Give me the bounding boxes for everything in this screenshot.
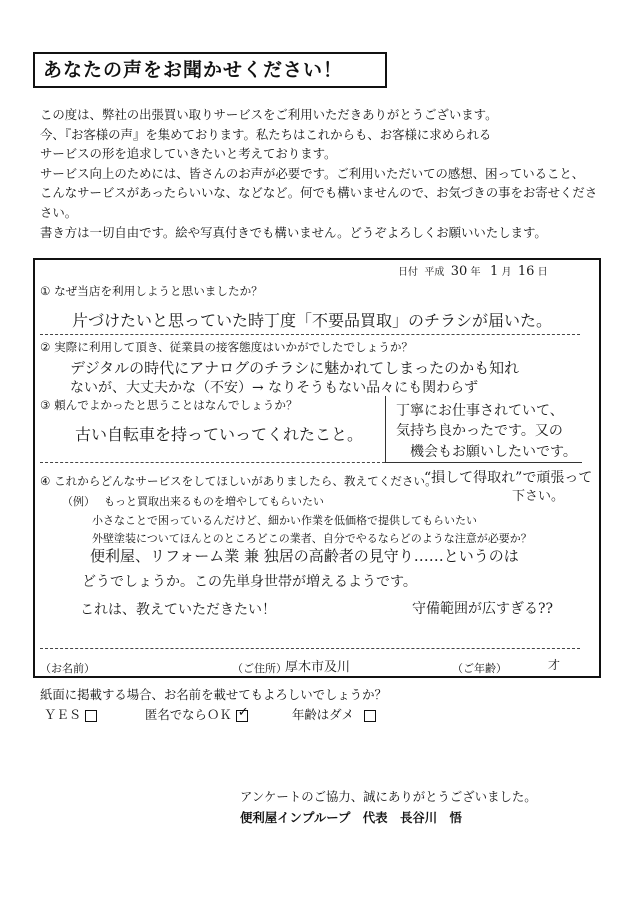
- date-month-unit: 月: [501, 267, 512, 278]
- name-label: （お名前）: [40, 662, 95, 675]
- example-1: もっと買取出来るものを増やしてもらいたい: [104, 495, 324, 508]
- intro-line: 今、『お客様の声』を集めております。私たちはこれからも、お客様に求められる: [40, 126, 492, 142]
- publish-question: 紙面に掲載する場合、お名前を載せてもよろしいでしょうか？: [40, 687, 387, 702]
- intro-line: この度は、弊社の出張買い取りサービスをご利用いただきありがとうございます。: [40, 107, 498, 122]
- intro-line: こんなサービスがあったらいいな、などなど。何でも構いませんので、お気づきの事をお寄せくださ: [40, 185, 598, 201]
- intro-line: サービスの形を追求していきたいと考えております。: [40, 146, 337, 162]
- checkbox-checked[interactable]: [236, 704, 249, 722]
- divider: [40, 462, 385, 463]
- question-1: ① なぜ当店を利用しようと思いましたか？: [40, 284, 263, 298]
- side-comment-q4: “損して得取れ”で頑張って: [424, 470, 593, 486]
- age-value: 才: [548, 658, 561, 672]
- divider: [40, 334, 580, 335]
- option-label: 年齢はダメ: [292, 707, 354, 722]
- intro-line: サービス向上のためには、皆さんのお声が必要です。ご利用いただいての感想、困っていること、: [40, 165, 585, 181]
- question-2: ② 実際に利用して頂き、従業員の接客態度はいかがでしたでしょうか？: [40, 340, 414, 354]
- publish-option-no-age[interactable]: [292, 705, 376, 723]
- option-label: ＹＥＳ: [44, 707, 82, 722]
- date-label: 日付: [398, 267, 418, 278]
- age-label: （ご年齢）: [452, 662, 507, 675]
- date-era: 平成: [424, 267, 445, 278]
- company-name: 便利屋インプループ 代表 長谷川 悟: [240, 810, 462, 825]
- side-comment-line-3: 機会もお願いしたいです。: [410, 444, 577, 460]
- answer-4-line-4: 守備範囲が広すぎる??: [412, 601, 554, 617]
- intro-line: 書き方は一切自由です。絵や写真付きでも構いません。どうぞよろしくお願いいたします。: [40, 224, 547, 240]
- answer-4-line-3: これは、教えていただきたい！: [80, 602, 276, 618]
- date-month: 1: [490, 264, 499, 279]
- address-label: （ご住所）: [232, 662, 287, 675]
- intro-text: [40, 105, 610, 242]
- checkbox[interactable]: [85, 710, 97, 722]
- question-4: ④ これからどんなサービスをしてほしいがありましたら、教えてください。: [40, 474, 437, 488]
- thanks-text: アンケートのご協力、誠にありがとうございました。: [240, 789, 537, 804]
- answer-4-line-1: 便利屋、リフォーム業 兼 独居の高齢者の見守り……というのは: [90, 547, 519, 565]
- publish-option-anonymous[interactable]: [145, 705, 248, 723]
- date-row: [398, 263, 548, 279]
- side-comment-line-1: 丁寧にお仕事されていて、: [396, 403, 564, 419]
- check-mark-icon: ✓: [237, 704, 249, 720]
- side-comment-line-2: 気持ち良かったです。又の: [396, 423, 563, 439]
- checkbox[interactable]: [364, 710, 376, 722]
- answer-3: 古い自転車を持っていってくれたこと。: [75, 425, 364, 444]
- page-title: あなたの声をお聞かせください！: [33, 52, 387, 88]
- answer-2-line-1: デジタルの時代にアナログのチラシに魅かれてしまったのかも知れ: [70, 359, 520, 377]
- divider: [40, 648, 580, 649]
- example-label: （例）: [62, 495, 95, 508]
- date-day-unit: 日: [537, 267, 548, 278]
- date-day: 16: [517, 264, 535, 279]
- intro-line: さい。: [40, 204, 78, 220]
- example-2: 小さなことで困っているんだけど、細かい作業を低価格で提供してもらいたい: [92, 514, 477, 527]
- side-comment-q4-line-2: 下さい。: [512, 489, 565, 504]
- question-3: ③ 頼んでよかったと思うことはなんでしょうか？: [40, 398, 298, 412]
- example-3: 外壁塗装についてほんとのところどこの業者、自分でやるならどのような注意が必要か？: [92, 532, 532, 545]
- address-value: 厚木市及川: [285, 660, 351, 675]
- answer-4-line-2: どうでしょうか。この先単身世帯が増えるようです。: [82, 574, 417, 590]
- date-year-unit: 年: [470, 267, 481, 278]
- answer-2-line-2: ないが、大丈夫かな（不安）→ なりそうもない品々にも関わらず: [70, 380, 479, 396]
- date-year: 30: [450, 264, 468, 279]
- answer-1: 片づけたいと思っていた時丁度「不要品買取」のチラシが届いた。: [72, 311, 553, 330]
- option-label: 匿名でならＯＫ: [145, 707, 232, 722]
- publish-option-yes[interactable]: [44, 705, 97, 723]
